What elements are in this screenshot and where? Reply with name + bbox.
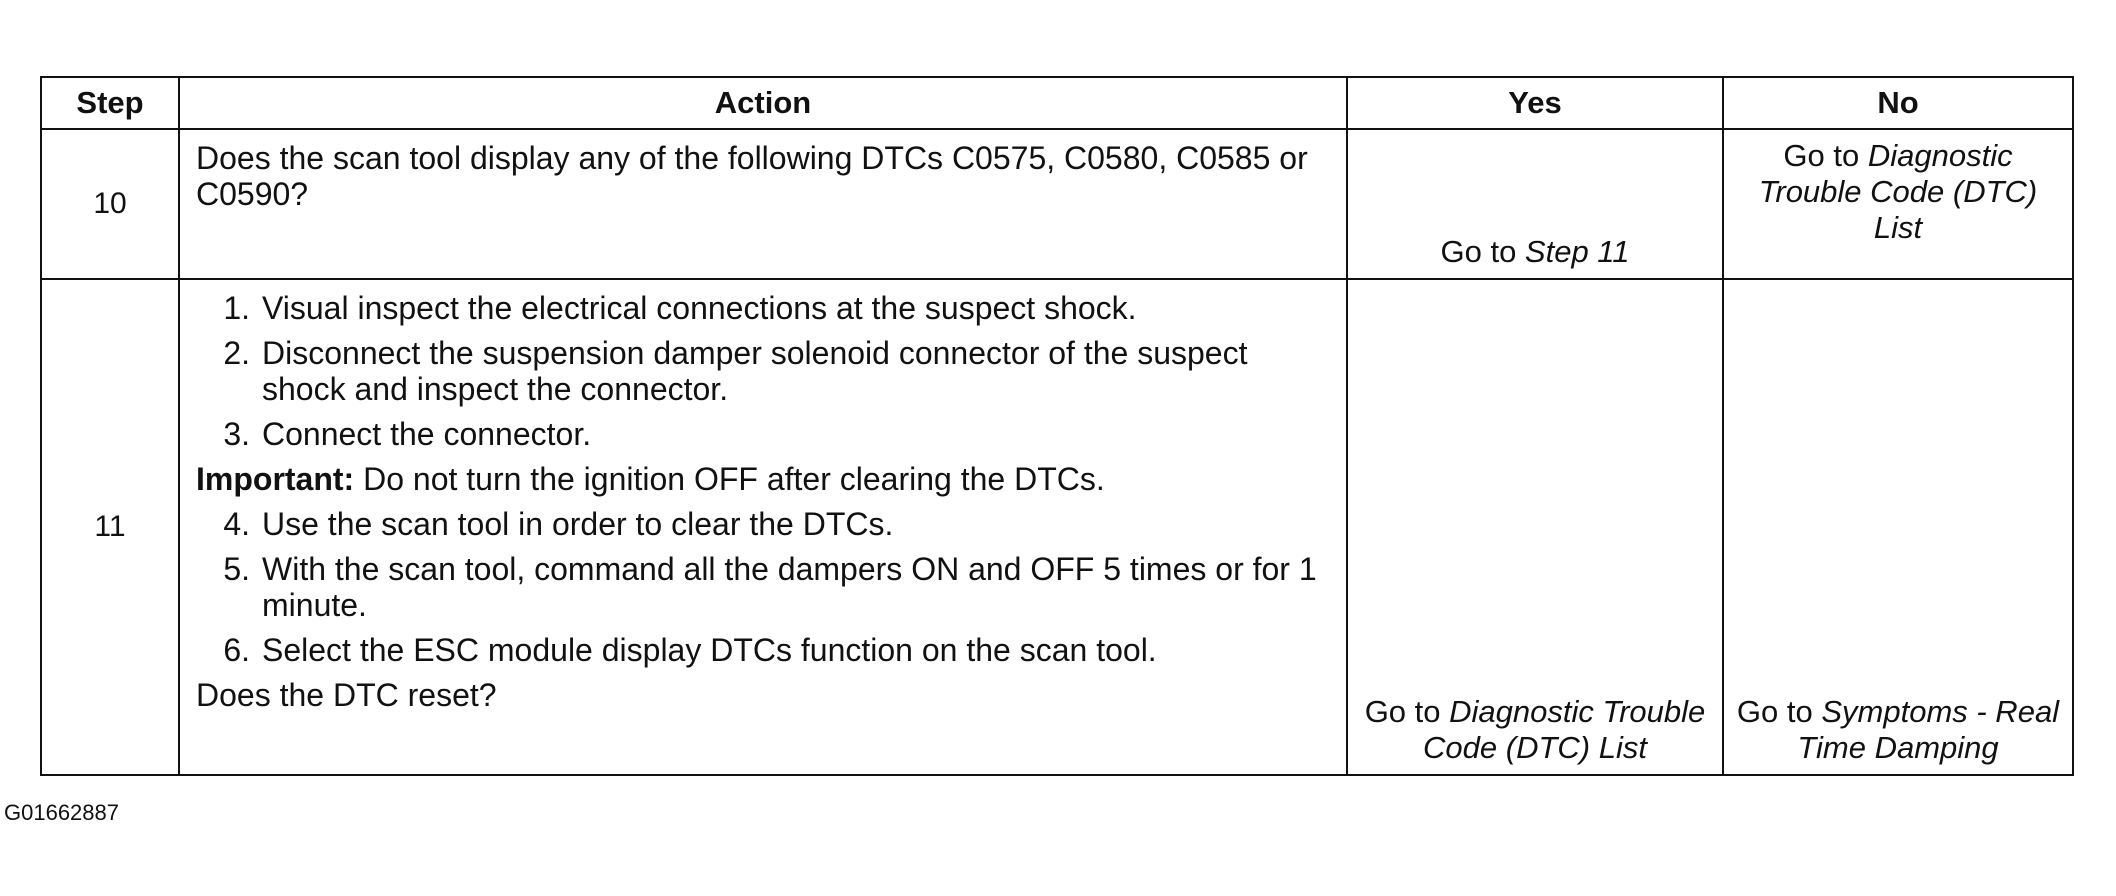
item-text: Connect the connector.: [262, 416, 592, 452]
item-text: Disconnect the suspension damper solenoid connector of the suspect shock and inspect the connector.: [262, 335, 1248, 407]
list-item: [196, 335, 1332, 407]
yes-cell: [1347, 129, 1723, 279]
yes-prefix: Go to: [1440, 234, 1525, 269]
yes-prefix: Go to: [1364, 694, 1450, 729]
step-number: 10: [41, 129, 179, 279]
yes-cell: [1347, 279, 1723, 775]
item-text: Visual inspect the electrical connections at the suspect shock.: [262, 290, 1137, 326]
header-action: Action: [179, 77, 1347, 129]
action-cell: [179, 129, 1347, 279]
header-yes: Yes: [1347, 77, 1723, 129]
item-text: Select the ESC module display DTCs function on the scan tool.: [262, 632, 1157, 668]
no-cell: [1723, 129, 2073, 279]
list-item: [196, 290, 1332, 326]
item-text: With the scan tool, command all the dampers ON and OFF 5 times or for 1 minute.: [262, 551, 1317, 623]
item-number: 5.: [223, 551, 250, 587]
no-cell: [1723, 279, 2073, 775]
list-item: [196, 551, 1332, 623]
header-no: No: [1723, 77, 2073, 129]
action-question: Does the DTC reset?: [196, 677, 497, 713]
action-steps-list-a: [196, 290, 1332, 452]
action-steps-list-b: [196, 506, 1332, 668]
list-item: [196, 506, 1332, 542]
table-row-step-10: [41, 129, 2073, 279]
figure-id: G01662887: [4, 800, 119, 825]
list-item: [196, 416, 1332, 452]
table-header-row: [41, 77, 2073, 129]
important-text: Do not turn the ignition OFF after clearing the DTCs.: [354, 461, 1105, 497]
item-number: 4.: [223, 506, 250, 542]
action-question: Does the scan tool display any of the following DTCs C0575, C0580, C0585 or C0590?: [196, 140, 1308, 212]
action-cell: [179, 279, 1347, 775]
list-item: [196, 632, 1332, 668]
no-link-symptoms[interactable]: Symptoms - Real Time Damping: [1797, 694, 2060, 765]
item-text: Use the scan tool in order to clear the DTCs.: [262, 506, 894, 542]
item-number: 6.: [223, 632, 250, 668]
item-number: 2.: [223, 335, 250, 371]
item-number: 1.: [223, 290, 250, 326]
header-step: Step: [41, 77, 179, 129]
step-number: 11: [41, 279, 179, 775]
important-label: Important:: [196, 461, 355, 497]
no-prefix: Go to: [1783, 138, 1868, 173]
diagnostic-step-table: [40, 76, 2074, 776]
table-row-step-11: [41, 279, 2073, 775]
no-link-dtc-list[interactable]: Diagnostic Trouble Code (DTC) List: [1758, 138, 2038, 245]
yes-link-step-11[interactable]: Step 11: [1524, 234, 1630, 269]
item-number: 3.: [223, 416, 250, 452]
important-note: [196, 461, 1332, 497]
no-prefix: Go to: [1736, 694, 1822, 729]
yes-link-dtc-list[interactable]: Diagnostic Trouble Code (DTC) List: [1423, 694, 1706, 765]
